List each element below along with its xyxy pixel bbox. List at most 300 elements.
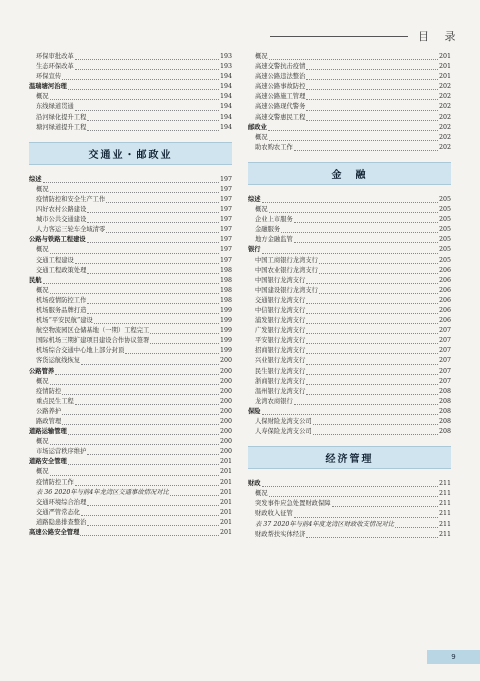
toc-entry-title: 沿河绿化提升工程	[36, 113, 87, 121]
dot-leader	[62, 79, 219, 80]
toc-page-number: 201	[219, 478, 232, 486]
toc-page-number: 194	[219, 93, 232, 101]
dot-leader	[306, 333, 438, 334]
toc-entry[interactable]	[248, 215, 451, 225]
dot-leader	[75, 485, 219, 486]
toc-entry-title: 生态环保改革	[36, 63, 74, 71]
toc-entry[interactable]	[29, 346, 232, 356]
toc-entry-title: 平安银行龙湾支行	[255, 337, 306, 345]
toc-entry[interactable]	[29, 245, 232, 255]
dot-leader	[269, 496, 438, 497]
toc-page-number: 197	[219, 175, 232, 183]
toc-entry-title: 人力客运三轮车全域清零	[36, 226, 106, 234]
dot-leader	[50, 475, 219, 476]
toc-entry[interactable]	[248, 276, 451, 286]
toc-entry-title: 交通严管常态化	[36, 508, 81, 516]
toc-entry[interactable]	[248, 225, 451, 235]
toc-entry[interactable]	[248, 520, 451, 530]
toc-entry-title: 道路运输管理	[29, 428, 67, 436]
toc-entry[interactable]	[248, 92, 451, 102]
dot-leader	[87, 212, 219, 213]
toc-entry-title: 高速公路现代警务	[255, 103, 306, 111]
dot-leader	[262, 414, 438, 415]
toc-entry[interactable]	[29, 447, 232, 457]
dot-leader	[268, 130, 438, 131]
toc-entry[interactable]	[248, 499, 451, 509]
dot-leader	[306, 364, 438, 365]
toc-page-number: 199	[219, 306, 232, 314]
toc-entry[interactable]	[29, 62, 232, 72]
toc-entry-title: 概况	[36, 185, 49, 193]
toc-entry-title: 企业上市服务	[255, 216, 293, 224]
toc-entry[interactable]	[29, 102, 232, 112]
toc-entry[interactable]	[248, 102, 451, 112]
toc-section-entry[interactable]	[248, 195, 451, 205]
toc-page-number: 205	[438, 256, 451, 264]
toc-entry-title: 表 36 2020年与前4年龙湾区交通事故情况对比	[36, 488, 169, 496]
toc-entry-title: 交通环境综合治理	[36, 498, 87, 506]
toc-page-number: 206	[438, 317, 451, 325]
toc-page-number: 199	[219, 327, 232, 335]
dot-leader	[68, 89, 219, 90]
dot-leader	[150, 343, 219, 344]
toc-page-number: 207	[438, 357, 451, 365]
dot-leader	[55, 374, 219, 375]
dot-leader	[43, 283, 219, 284]
toc-entry[interactable]	[248, 62, 451, 72]
dot-leader	[75, 59, 219, 60]
dot-leader	[269, 140, 438, 141]
toc-entry[interactable]	[248, 509, 451, 519]
toc-page-number: 207	[438, 367, 451, 375]
toc-page-number: 197	[219, 226, 232, 234]
toc-entry-title: 机场“平安民航”建设	[36, 317, 93, 325]
toc-entry[interactable]	[248, 143, 451, 153]
dot-leader	[50, 253, 219, 254]
dot-leader	[87, 120, 219, 121]
toc-page-number: 193	[219, 53, 232, 60]
toc-entry[interactable]	[248, 427, 451, 437]
toc-page-number: 202	[438, 113, 451, 121]
dot-leader	[306, 110, 438, 111]
toc-page-number: 206	[438, 276, 451, 284]
toc-entry[interactable]	[29, 306, 232, 316]
toc-entry[interactable]	[29, 417, 232, 427]
toc-page-number: 201	[219, 498, 232, 506]
dot-leader	[75, 263, 219, 264]
toc-page-number: 211	[438, 500, 451, 508]
toc-entry-title: 交通工程政策处理	[36, 266, 87, 274]
page-number: 9	[427, 650, 480, 664]
toc-page-number: 197	[219, 206, 232, 214]
toc-page-number: 200	[219, 438, 232, 446]
dot-leader	[395, 527, 438, 528]
toc-page-number: 211	[438, 480, 451, 488]
page-header-title: 目 录	[418, 30, 462, 43]
toc-page-number: 201	[219, 468, 232, 476]
toc-entry-title: 疫情防控和安全生产工作	[36, 195, 106, 203]
dot-leader	[269, 212, 438, 213]
toc-entry-title: 公路管养	[29, 367, 55, 375]
toc-entry-title: 银行	[248, 246, 261, 254]
toc-page-number: 208	[438, 407, 451, 415]
dot-leader	[106, 202, 219, 203]
toc-entry[interactable]	[248, 387, 451, 397]
toc-entry-title: 机场疫情防控工作	[36, 296, 87, 304]
toc-entry-title: 综述	[248, 195, 261, 203]
toc-entry[interactable]	[29, 387, 232, 397]
dot-leader	[294, 150, 438, 151]
toc-entry[interactable]	[248, 346, 451, 356]
toc-entry-title: 财政	[248, 480, 261, 488]
dot-leader	[81, 364, 219, 365]
toc-page-number: 200	[219, 367, 232, 375]
toc-page-number: 208	[438, 397, 451, 405]
toc-entry[interactable]	[248, 489, 451, 499]
toc-entry-title: 概况	[255, 490, 268, 498]
toc-entry[interactable]	[248, 397, 451, 407]
toc-entry[interactable]	[248, 82, 451, 92]
toc-section-entry[interactable]	[248, 245, 451, 255]
toc-page-number: 194	[219, 83, 232, 91]
toc-page-number: 207	[438, 337, 451, 345]
toc-page-number: 201	[438, 53, 451, 60]
dot-leader	[50, 99, 219, 100]
toc-entry-title: 机场综合交通中心地上部分封顶	[36, 347, 125, 355]
toc-entry-title: 疫情防控	[36, 387, 62, 395]
toc-entry[interactable]	[29, 498, 232, 508]
dot-leader	[306, 89, 438, 90]
toc-entry-title: 路政管理	[36, 418, 62, 425]
dot-leader	[306, 283, 438, 284]
toc-entry-title: 概况	[36, 438, 49, 446]
toc-entry-title: 公路养护	[36, 407, 62, 415]
toc-section-entry[interactable]	[29, 427, 232, 437]
toc-section-entry[interactable]	[248, 407, 451, 417]
toc-entry-title: 概况	[255, 53, 268, 60]
toc-entry[interactable]	[248, 52, 451, 62]
toc-page-number: 200	[219, 428, 232, 436]
toc-page-number: 202	[438, 143, 451, 151]
toc-entry-title: 突发事件应急处置财政保障	[255, 500, 331, 508]
toc-entry[interactable]	[248, 336, 451, 346]
toc-page-number: 200	[219, 407, 232, 415]
toc-page-number: 202	[438, 103, 451, 111]
toc-entry[interactable]	[248, 286, 451, 296]
toc-page-number: 201	[219, 529, 232, 537]
dot-leader	[294, 517, 438, 518]
toc-entry-title: 民生银行龙湾支行	[255, 367, 306, 375]
toc-entry[interactable]	[29, 407, 232, 417]
dot-leader	[281, 232, 438, 233]
toc-section-entry[interactable]	[248, 479, 451, 489]
toc-page-number: 211	[438, 510, 451, 518]
dot-leader	[87, 242, 219, 243]
toc-entry-title: 中国农业银行龙湾支行	[255, 266, 318, 274]
toc-page-number: 194	[219, 103, 232, 111]
toc-entry-title: 高速公路安全管理	[29, 529, 80, 537]
dot-leader	[87, 313, 219, 314]
header-rule	[270, 36, 408, 37]
toc-entry[interactable]	[248, 296, 451, 306]
toc-entry-title: 助农购农工作	[255, 143, 293, 151]
toc-entry[interactable]	[29, 256, 232, 266]
toc-page-number: 211	[438, 490, 451, 498]
section-banner: 交通业・邮政业	[29, 142, 232, 165]
toc-entry[interactable]	[29, 518, 232, 528]
dot-leader	[68, 434, 219, 435]
toc-page-number: 205	[438, 195, 451, 203]
toc-entry-title: 人保财险龙湾支公司	[255, 418, 312, 425]
toc-section-entry[interactable]	[29, 457, 232, 467]
toc-page-number: 200	[219, 448, 232, 456]
toc-page-number: 205	[438, 206, 451, 214]
toc-entry[interactable]	[29, 72, 232, 82]
toc-page-number: 208	[438, 428, 451, 436]
toc-entry[interactable]	[29, 377, 232, 387]
dot-leader	[313, 424, 438, 425]
toc-entry[interactable]	[29, 437, 232, 447]
toc-page-number: 197	[219, 256, 232, 264]
toc-page-number: 200	[219, 377, 232, 385]
toc-entry-title: 城市公共交通建设	[36, 216, 87, 224]
toc-entry[interactable]	[29, 488, 232, 498]
toc-entry-title: 高速交警惠民工程	[255, 113, 306, 121]
toc-entry-title: 浙商银行龙湾支行	[255, 377, 306, 385]
toc-entry-title: 道路隐患排查整治	[36, 518, 87, 526]
toc-entry-title: 四好农村公路建设	[36, 206, 87, 214]
toc-page-number: 201	[219, 508, 232, 516]
toc-page-number: 208	[438, 387, 451, 395]
toc-entry[interactable]	[29, 92, 232, 102]
toc-entry[interactable]	[29, 52, 232, 62]
dot-leader	[50, 293, 219, 294]
toc-entry[interactable]	[29, 508, 232, 518]
dot-leader	[170, 495, 219, 496]
toc-entry[interactable]	[248, 266, 451, 276]
toc-entry[interactable]	[248, 235, 451, 245]
toc-entry-title: 招商银行龙湾支行	[255, 347, 306, 355]
toc-entry-title: 客货运航线恢复	[36, 357, 81, 365]
toc-entry-title: 邮政业	[248, 123, 267, 131]
toc-entry-title: 兴业银行龙湾支行	[255, 357, 306, 365]
toc-entry[interactable]	[248, 356, 451, 366]
toc-entry[interactable]	[29, 397, 232, 407]
toc-entry[interactable]	[248, 205, 451, 215]
toc-entry-title: 概况	[36, 468, 49, 476]
dot-leader	[50, 192, 219, 193]
toc-page-number: 197	[219, 236, 232, 244]
toc-entry-title: 保险	[248, 407, 261, 415]
toc-entry[interactable]	[248, 306, 451, 316]
toc-entry[interactable]	[29, 266, 232, 276]
dot-leader	[150, 333, 219, 334]
section-banner: 金 融	[248, 162, 451, 185]
toc-entry[interactable]	[248, 417, 451, 427]
toc-page-number: 200	[219, 387, 232, 395]
dot-leader	[306, 313, 438, 314]
toc-entry-title: 高速公路施工管理	[255, 93, 306, 101]
toc-page-number: 206	[438, 286, 451, 294]
dot-leader	[81, 515, 219, 516]
toc-page-number: 207	[438, 347, 451, 355]
dot-leader	[43, 182, 219, 183]
toc-entry-title: 中国银行龙湾支行	[255, 276, 306, 284]
toc-entry[interactable]	[248, 367, 451, 377]
toc-section-entry[interactable]	[29, 276, 232, 286]
toc-entry-title: 表 37 2020年与前4年度龙湾区财政收支情况对比	[255, 520, 395, 528]
toc-entry[interactable]	[29, 467, 232, 477]
toc-entry-title: 龙湾农商银行	[255, 397, 293, 405]
toc-entry[interactable]	[29, 225, 232, 235]
toc-entry-title: 市场运营秩序维护	[36, 448, 87, 456]
dot-leader	[62, 394, 219, 395]
dot-leader	[50, 384, 219, 385]
toc-page-number: 199	[219, 317, 232, 325]
toc-page-number: 198	[219, 296, 232, 304]
dot-leader	[306, 384, 438, 385]
toc-page-number: 194	[219, 123, 232, 131]
toc-page-number: 202	[438, 93, 451, 101]
toc-entry-title: 中国工商银行龙湾支行	[255, 256, 318, 264]
dot-leader	[306, 120, 438, 121]
toc-section-entry[interactable]	[29, 82, 232, 92]
toc-entry[interactable]	[248, 72, 451, 82]
toc-page-number: 205	[438, 236, 451, 244]
dot-leader	[75, 69, 219, 70]
toc-section-entry[interactable]	[29, 528, 232, 538]
toc-page-number: 201	[438, 63, 451, 71]
toc-entry-title: 疫情防控工作	[36, 478, 74, 486]
dot-leader	[262, 253, 438, 254]
section-banner: 经济管理	[248, 446, 451, 469]
toc-entry[interactable]	[248, 133, 451, 143]
toc-entry[interactable]	[29, 215, 232, 225]
toc-entry[interactable]	[29, 185, 232, 195]
dot-leader	[313, 434, 438, 435]
dot-leader	[80, 535, 219, 536]
toc-entry[interactable]	[29, 336, 232, 346]
toc-page-number: 205	[438, 216, 451, 224]
dot-leader	[106, 232, 219, 233]
toc-entry-title: 环保审批改革	[36, 53, 74, 60]
dot-leader	[87, 222, 219, 223]
toc-page-number: 194	[219, 113, 232, 121]
toc-page-number: 197	[219, 216, 232, 224]
dot-leader	[306, 69, 438, 70]
toc-entry[interactable]	[29, 113, 232, 123]
toc-section-entry[interactable]	[248, 123, 451, 133]
toc-entry[interactable]	[29, 296, 232, 306]
toc-page-number: 211	[438, 530, 451, 538]
dot-leader	[294, 404, 438, 405]
toc-page-number: 197	[219, 185, 232, 193]
toc-entry[interactable]	[29, 286, 232, 296]
dot-leader	[262, 202, 438, 203]
toc-entry[interactable]	[29, 205, 232, 215]
toc-section-entry[interactable]	[29, 235, 232, 245]
toc-entry-title: 金融服务	[255, 226, 281, 234]
toc-entry[interactable]	[29, 123, 232, 133]
toc-entry[interactable]	[248, 326, 451, 336]
toc-entry-title: 浦发银行龙湾支行	[255, 317, 306, 325]
toc-section-entry[interactable]	[29, 367, 232, 377]
toc-entry[interactable]	[248, 377, 451, 387]
dot-leader	[75, 404, 219, 405]
dot-leader	[87, 454, 219, 455]
toc-entry-title: 概况	[36, 93, 49, 101]
dot-leader	[306, 394, 438, 395]
toc-entry-title: 概况	[255, 133, 268, 141]
toc-entry-title: 温州银行龙湾支行	[255, 387, 306, 395]
dot-leader	[319, 293, 438, 294]
dot-leader	[306, 99, 438, 100]
dot-leader	[306, 343, 438, 344]
toc-entry-title: 高速公路违法整治	[255, 73, 306, 81]
toc-page-number: 207	[438, 327, 451, 335]
toc-page-number: 198	[219, 286, 232, 294]
toc-entry-title: 重点民生工程	[36, 397, 74, 405]
toc-page-number: 202	[438, 133, 451, 141]
toc-entry[interactable]	[248, 256, 451, 266]
toc-entry[interactable]	[248, 530, 451, 540]
toc-entry-title: 民航	[29, 276, 42, 284]
toc-page-number: 199	[219, 347, 232, 355]
toc-entry-title: 综述	[29, 175, 42, 183]
toc-page-number: 208	[438, 418, 451, 425]
dot-leader	[94, 323, 219, 324]
dot-leader	[306, 303, 438, 304]
dot-leader	[62, 424, 219, 425]
dot-leader	[68, 464, 219, 465]
dot-leader	[262, 486, 438, 487]
toc-entry[interactable]	[29, 356, 232, 366]
toc-entry-title: 中国建设银行龙湾支行	[255, 286, 318, 294]
toc-entry-title: 中信银行龙湾支行	[255, 306, 306, 314]
dot-leader	[306, 353, 438, 354]
toc-entry[interactable]	[29, 195, 232, 205]
toc-page-number: 201	[219, 488, 232, 496]
toc-entry[interactable]	[29, 316, 232, 326]
toc-column-left	[29, 52, 232, 538]
dot-leader	[306, 323, 438, 324]
toc-entry[interactable]	[29, 326, 232, 336]
dot-leader	[50, 444, 219, 445]
toc-page-number: 193	[219, 63, 232, 71]
toc-entry[interactable]	[29, 478, 232, 488]
toc-page-number: 200	[219, 397, 232, 405]
toc-entry[interactable]	[248, 113, 451, 123]
toc-entry[interactable]	[248, 316, 451, 326]
toc-entry-title: 概况	[255, 206, 268, 214]
toc-entry-title: 概况	[36, 286, 49, 294]
toc-entry-title: 国际机场三期扩建项目建设合作协议签署	[36, 337, 150, 345]
toc-page-number: 201	[438, 73, 451, 81]
toc-entry-title: 航空物流园区仓储基地（一期）工程完工	[36, 327, 150, 335]
toc-entry-title: 东线绿道贯通	[36, 103, 74, 111]
toc-page-number: 202	[438, 123, 451, 131]
toc-page-number: 198	[219, 276, 232, 284]
toc-entry-title: 环保宣传	[36, 73, 62, 81]
dot-leader	[306, 537, 438, 538]
toc-page-number: 197	[219, 195, 232, 203]
toc-page-number: 206	[438, 306, 451, 314]
toc-section-entry[interactable]	[29, 175, 232, 185]
toc-page-number: 197	[219, 246, 232, 254]
toc-column-right	[248, 52, 451, 540]
toc-entry-title: 概况	[36, 377, 49, 385]
toc-page-number: 207	[438, 377, 451, 385]
